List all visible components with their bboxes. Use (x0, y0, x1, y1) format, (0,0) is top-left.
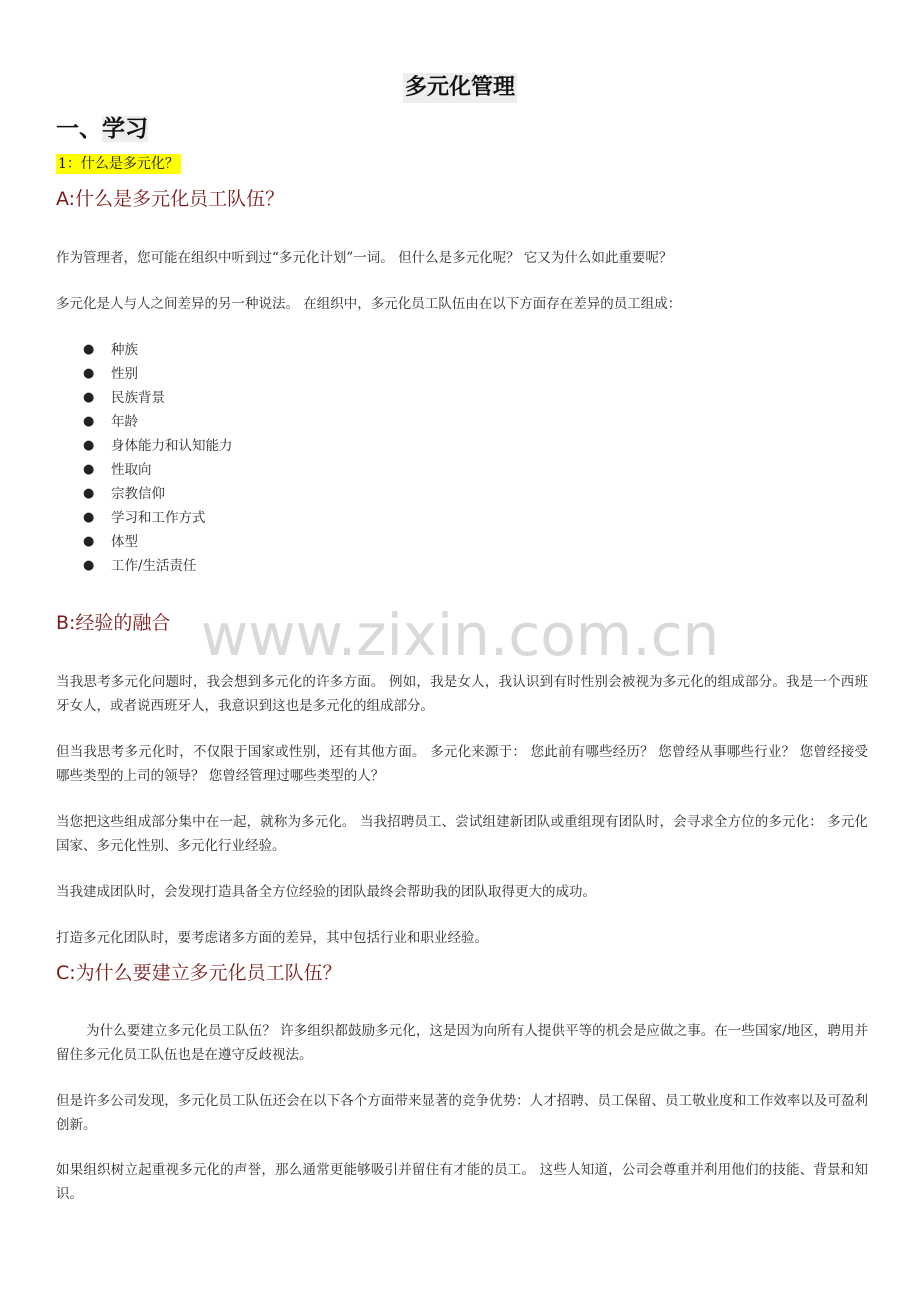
section-b-paragraph-4: 当我建成团队时，会发现打造具备全方位经验的团队最终会帮助我的团队取得更大的成功。 (56, 884, 596, 900)
bullet-icon: ● (83, 558, 95, 573)
bullet-icon: ● (83, 390, 95, 405)
bullet-icon: ● (83, 366, 95, 381)
section-b-paragraph-2: 但当我思考多元化时，不仅限于国家或性别，还有其他方面。 多元化来源于： 您此前有哪些经历？ 您曾经从事哪些行业？ 您曾经接受哪些类型的上司的领导？ 您曾经管理过哪些类型的人？ (56, 744, 868, 784)
bullet-icon: ● (83, 414, 95, 429)
list-item: ● 民族背景 (80, 386, 233, 410)
bullet-icon: ● (83, 438, 95, 453)
bullet-icon: ● (83, 342, 95, 357)
section-c-paragraph-1: 为什么要建立多元化员工队伍？ 许多组织都鼓励多元化，这是因为向所有人提供平等的机会是应做之事。在一些国家/地区，聘用并留住多元化员工队伍也是在遵守反歧视法。 (56, 1023, 868, 1063)
list-item: ● 种族 (80, 338, 233, 362)
section-c-title: C:为什么要建立多元化员工队伍？ (56, 962, 342, 984)
list-item: ● 体型 (80, 530, 233, 554)
section-a-paragraph-1: 作为管理者，您可能在组织中听到过“多元化计划”一词。 但什么是多元化呢？ 它又为什么如此重要呢？ (56, 250, 673, 266)
section-a-paragraph-2: 多元化是人与人之间差异的另一种说法。 在组织中，多元化员工队伍由在以下方面存在差异的员工组成： (56, 296, 682, 312)
document-title (0, 64, 920, 103)
list-item: ● 宗教信仰 (80, 482, 233, 506)
bullet-icon: ● (83, 486, 95, 501)
list-item: ● 年龄 (80, 410, 233, 434)
section-b-paragraph-1: 当我思考多元化问题时，我会想到多元化的许多方面。 例如，我是女人，我认识到有时性别会被视为多元化的组成部分。我是一个西班牙女人，或者说西班牙人，我意识到这也是多元化的组成部分。 (56, 674, 868, 714)
list-item: ● 身体能力和认知能力 (80, 434, 233, 458)
bullet-icon: ● (83, 510, 95, 525)
section-a-title: A:什么是多元化员工队伍？ (56, 188, 285, 210)
list-item: ● 工作/生活责任 (80, 554, 233, 578)
heading-study (56, 114, 148, 144)
bullet-icon: ● (83, 534, 95, 549)
heading-highlighted: 学习 (102, 116, 148, 142)
list-item: ● 性别 (80, 362, 233, 386)
list-item: ● 学习和工作方式 (80, 506, 233, 530)
section-b-paragraph-5: 打造多元化团队时，要考虑诸多方面的差异，其中包括行业和职业经验。 (56, 930, 488, 946)
heading-prefix: 一、 (56, 116, 102, 142)
section-b-title: B:经验的融合 (56, 612, 171, 634)
section-c-paragraph-3: 如果组织树立起重视多元化的声誉，那么通常更能够吸引并留住有才能的员工。 这些人知道，公司会尊重并利用他们的技能、背景和知识。 (56, 1162, 868, 1202)
list-item: ● 性取向 (80, 458, 233, 482)
diversity-dimensions-list (80, 338, 233, 578)
document-title-text: 多元化管理 (403, 73, 517, 103)
section-b-paragraph-3: 当您把这些组成部分集中在一起，就称为多元化。 当我招聘员工、尝试组建新团队或重组现有团队时，会寻求全方位的多元化： 多元化国家、多元化性别、多元化行业经验。 (56, 814, 868, 854)
watermark-text: www.zixin.com.cn (200, 601, 720, 669)
highlighted-subheading: 1：什么是多元化？ (58, 156, 179, 172)
section-c-paragraph-2: 但是许多公司发现，多元化员工队伍还会在以下各个方面带来显著的竞争优势：人才招聘、员工保留、员工敬业度和工作效率以及可盈利创新。 (56, 1093, 868, 1133)
bullet-icon: ● (83, 462, 95, 477)
